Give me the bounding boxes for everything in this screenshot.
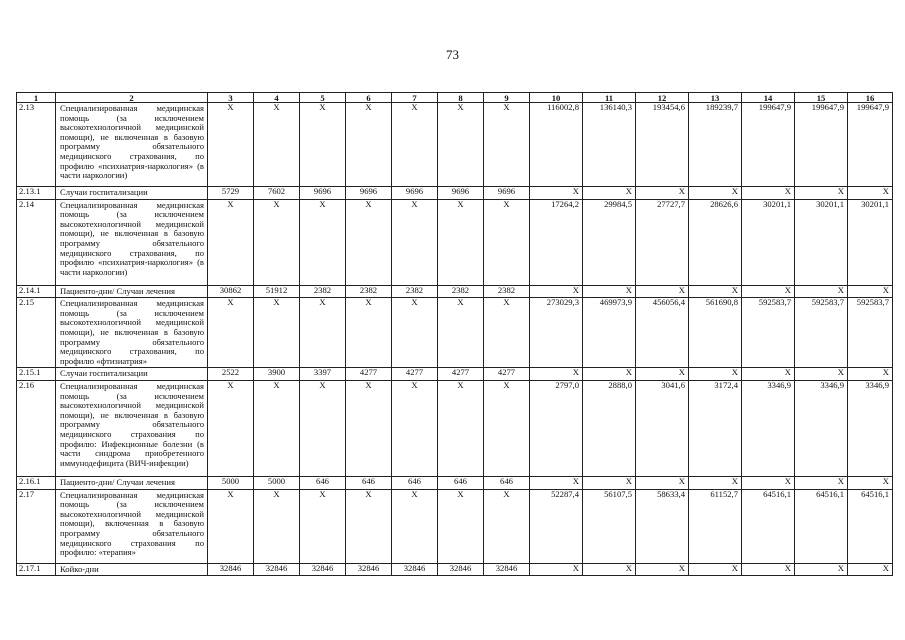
value-cell: 30862 (208, 285, 254, 298)
value-cell: 273029,3 (530, 298, 583, 368)
value-cell: Х (530, 285, 583, 298)
value-cell: 64516,1 (795, 489, 848, 563)
table-row (17, 199, 893, 285)
value-cell: Х (392, 380, 438, 476)
value-cell: 2888,0 (583, 380, 636, 476)
header-cell: 4 (254, 93, 300, 103)
value-cell: 5729 (208, 187, 254, 200)
value-cell: 646 (300, 476, 346, 489)
value-cell: 2797,0 (530, 380, 583, 476)
value-cell: 32846 (208, 563, 254, 576)
header-row (17, 93, 893, 103)
value-cell: 189239,7 (689, 103, 742, 187)
value-cell: Х (300, 298, 346, 368)
value-cell: 32846 (254, 563, 300, 576)
value-cell: Х (636, 187, 689, 200)
table-row (17, 368, 893, 381)
header-cell: 5 (300, 93, 346, 103)
row-code: 2.17.1 (17, 563, 56, 576)
value-cell: Х (636, 285, 689, 298)
value-cell: Х (392, 298, 438, 368)
value-cell: 4277 (438, 368, 484, 381)
value-cell: 592583,7 (742, 298, 795, 368)
value-cell: 4277 (346, 368, 392, 381)
value-cell: Х (742, 476, 795, 489)
value-cell: 32846 (346, 563, 392, 576)
value-cell: 32846 (438, 563, 484, 576)
value-cell: Х (208, 103, 254, 187)
value-cell: 2382 (484, 285, 530, 298)
row-description: Койко-дни (56, 563, 208, 576)
table-row (17, 489, 893, 563)
value-cell: Х (254, 199, 300, 285)
value-cell: 3346,9 (742, 380, 795, 476)
header-cell: 16 (848, 93, 893, 103)
value-cell: Х (346, 380, 392, 476)
row-description: Специализированная медицинская помощь (за исключением высокотехнологичной медицинской помощи), не включенная в базовую программу обязательного медицинского страхования, по профилю «фтизиатрия» (56, 298, 208, 368)
value-cell: Х (848, 476, 893, 489)
value-cell: Х (438, 103, 484, 187)
value-cell: 3900 (254, 368, 300, 381)
value-cell: 4277 (484, 368, 530, 381)
value-cell: Х (208, 199, 254, 285)
value-cell: Х (636, 476, 689, 489)
value-cell: Х (689, 368, 742, 381)
value-cell: Х (742, 368, 795, 381)
value-cell: Х (530, 187, 583, 200)
header-cell: 11 (583, 93, 636, 103)
row-description: Специализированная медицинская помощь (за исключением высокотехнологичной медицинской помощи), включенная в базовую программу обязательного медицинского страхования по профилю: «терапия» (56, 489, 208, 563)
value-cell: Х (530, 563, 583, 576)
value-cell: Х (254, 298, 300, 368)
value-cell: 116002,8 (530, 103, 583, 187)
value-cell: Х (208, 380, 254, 476)
value-cell: 7602 (254, 187, 300, 200)
header-cell: 6 (346, 93, 392, 103)
value-cell: 456056,4 (636, 298, 689, 368)
table-row (17, 563, 893, 576)
row-code: 2.15 (17, 298, 56, 368)
value-cell: 9696 (300, 187, 346, 200)
table-body (17, 93, 893, 576)
value-cell: Х (583, 476, 636, 489)
value-cell: Х (484, 380, 530, 476)
value-cell: 9696 (438, 187, 484, 200)
page-number: 73 (446, 47, 459, 62)
header-cell: 10 (530, 93, 583, 103)
value-cell: Х (438, 380, 484, 476)
table-row (17, 103, 893, 187)
value-cell: 9696 (346, 187, 392, 200)
value-cell: Х (742, 285, 795, 298)
header-cell: 3 (208, 93, 254, 103)
value-cell: Х (689, 563, 742, 576)
row-description: Пациенто-дни/ Случаи лечения (56, 476, 208, 489)
value-cell: Х (392, 103, 438, 187)
value-cell: 592583,7 (848, 298, 893, 368)
value-cell: 561690,8 (689, 298, 742, 368)
header-cell: 1 (17, 93, 56, 103)
value-cell: Х (583, 563, 636, 576)
value-cell: Х (346, 199, 392, 285)
header-cell: 12 (636, 93, 689, 103)
value-cell: Х (530, 476, 583, 489)
value-cell: 2382 (346, 285, 392, 298)
table-row (17, 380, 893, 476)
value-cell: Х (689, 285, 742, 298)
value-cell: Х (795, 368, 848, 381)
value-cell: Х (208, 298, 254, 368)
value-cell: Х (300, 489, 346, 563)
value-cell: 2522 (208, 368, 254, 381)
value-cell: 30201,1 (795, 199, 848, 285)
row-description: Пациенто-дни/ Случаи лечения (56, 285, 208, 298)
value-cell: Х (848, 285, 893, 298)
value-cell: Х (636, 368, 689, 381)
value-cell: Х (438, 199, 484, 285)
value-cell: Х (346, 489, 392, 563)
row-description: Специализированная медицинская помощь (за исключением высокотехнологичной медицинской помощи), не включенная в базовую программу обязательного медицинского страхования, по профилю «психиатрия-наркология» (в части наркологии) (56, 199, 208, 285)
row-code: 2.13 (17, 103, 56, 187)
value-cell: Х (300, 380, 346, 476)
value-cell: Х (484, 298, 530, 368)
row-description: Случаи госпитализации (56, 368, 208, 381)
value-cell: Х (392, 489, 438, 563)
value-cell: Х (208, 489, 254, 563)
value-cell: 29984,5 (583, 199, 636, 285)
row-code: 2.15.1 (17, 368, 56, 381)
value-cell: Х (742, 563, 795, 576)
value-cell: Х (848, 368, 893, 381)
value-cell: 32846 (484, 563, 530, 576)
value-cell: Х (438, 298, 484, 368)
statistics-table (16, 92, 893, 576)
value-cell: 646 (346, 476, 392, 489)
value-cell: Х (530, 368, 583, 381)
row-code: 2.16 (17, 380, 56, 476)
table-row (17, 298, 893, 368)
header-cell: 2 (56, 93, 208, 103)
value-cell: Х (484, 103, 530, 187)
value-cell: 136140,3 (583, 103, 636, 187)
value-cell: Х (300, 199, 346, 285)
value-cell: 3041,6 (636, 380, 689, 476)
value-cell: Х (254, 103, 300, 187)
value-cell: Х (583, 368, 636, 381)
value-cell: 2382 (392, 285, 438, 298)
value-cell: 5000 (254, 476, 300, 489)
value-cell: 2382 (300, 285, 346, 298)
value-cell: 9696 (392, 187, 438, 200)
value-cell: 3397 (300, 368, 346, 381)
row-description: Специализированная медицинская помощь (за исключением высокотехнологичной медицинской помощи), не включенная в базовую программу обязательного медицинского страхования по профилю: Инфекционные болезни (в части синдрома приобретенного иммунодефицита (ВИЧ-инфекции) (56, 380, 208, 476)
table-row (17, 285, 893, 298)
row-description: Специализированная медицинская помощь (за исключением высокотехнологичной медицинской помощи), не включенная в базовую программу обязательного медицинского страхования, по профилю «психиатрия-наркология» (в части наркологии) (56, 103, 208, 187)
value-cell: Х (848, 563, 893, 576)
value-cell: 199647,9 (848, 103, 893, 187)
value-cell: Х (254, 380, 300, 476)
value-cell: Х (795, 563, 848, 576)
row-code: 2.14 (17, 199, 56, 285)
value-cell: 30201,1 (848, 199, 893, 285)
value-cell: Х (689, 476, 742, 489)
value-cell: 3346,9 (795, 380, 848, 476)
value-cell: 592583,7 (795, 298, 848, 368)
value-cell: 3346,9 (848, 380, 893, 476)
value-cell: 28626,6 (689, 199, 742, 285)
value-cell: 2382 (438, 285, 484, 298)
value-cell: 469973,9 (583, 298, 636, 368)
value-cell: Х (848, 187, 893, 200)
value-cell: Х (346, 298, 392, 368)
value-cell: Х (795, 285, 848, 298)
value-cell: 646 (392, 476, 438, 489)
table-row (17, 187, 893, 200)
header-cell: 7 (392, 93, 438, 103)
value-cell: Х (484, 199, 530, 285)
value-cell: 64516,1 (742, 489, 795, 563)
table-row (17, 476, 893, 489)
value-cell: Х (438, 489, 484, 563)
value-cell: 52287,4 (530, 489, 583, 563)
value-cell: Х (795, 476, 848, 489)
value-cell: 61152,7 (689, 489, 742, 563)
value-cell: 27727,7 (636, 199, 689, 285)
value-cell: Х (484, 489, 530, 563)
value-cell: 199647,9 (742, 103, 795, 187)
value-cell: Х (742, 187, 795, 200)
row-code: 2.14.1 (17, 285, 56, 298)
row-code: 2.13.1 (17, 187, 56, 200)
value-cell: Х (392, 199, 438, 285)
value-cell: 17264,2 (530, 199, 583, 285)
value-cell: 3172,4 (689, 380, 742, 476)
value-cell: Х (583, 187, 636, 200)
value-cell: 58633,4 (636, 489, 689, 563)
header-cell: 9 (484, 93, 530, 103)
value-cell: Х (795, 187, 848, 200)
value-cell: 9696 (484, 187, 530, 200)
row-code: 2.16.1 (17, 476, 56, 489)
value-cell: 64516,1 (848, 489, 893, 563)
value-cell: 56107,5 (583, 489, 636, 563)
value-cell: 646 (438, 476, 484, 489)
header-cell: 13 (689, 93, 742, 103)
value-cell: 30201,1 (742, 199, 795, 285)
row-description: Случаи госпитализации (56, 187, 208, 200)
value-cell: 5000 (208, 476, 254, 489)
value-cell: Х (636, 563, 689, 576)
value-cell: 32846 (300, 563, 346, 576)
value-cell: 193454,6 (636, 103, 689, 187)
value-cell: 32846 (392, 563, 438, 576)
value-cell: 199647,9 (795, 103, 848, 187)
header-cell: 8 (438, 93, 484, 103)
value-cell: Х (583, 285, 636, 298)
header-cell: 14 (742, 93, 795, 103)
value-cell: 646 (484, 476, 530, 489)
header-cell: 15 (795, 93, 848, 103)
value-cell: Х (689, 187, 742, 200)
value-cell: 4277 (392, 368, 438, 381)
value-cell: Х (346, 103, 392, 187)
value-cell: Х (300, 103, 346, 187)
value-cell: 51912 (254, 285, 300, 298)
value-cell: Х (254, 489, 300, 563)
row-code: 2.17 (17, 489, 56, 563)
